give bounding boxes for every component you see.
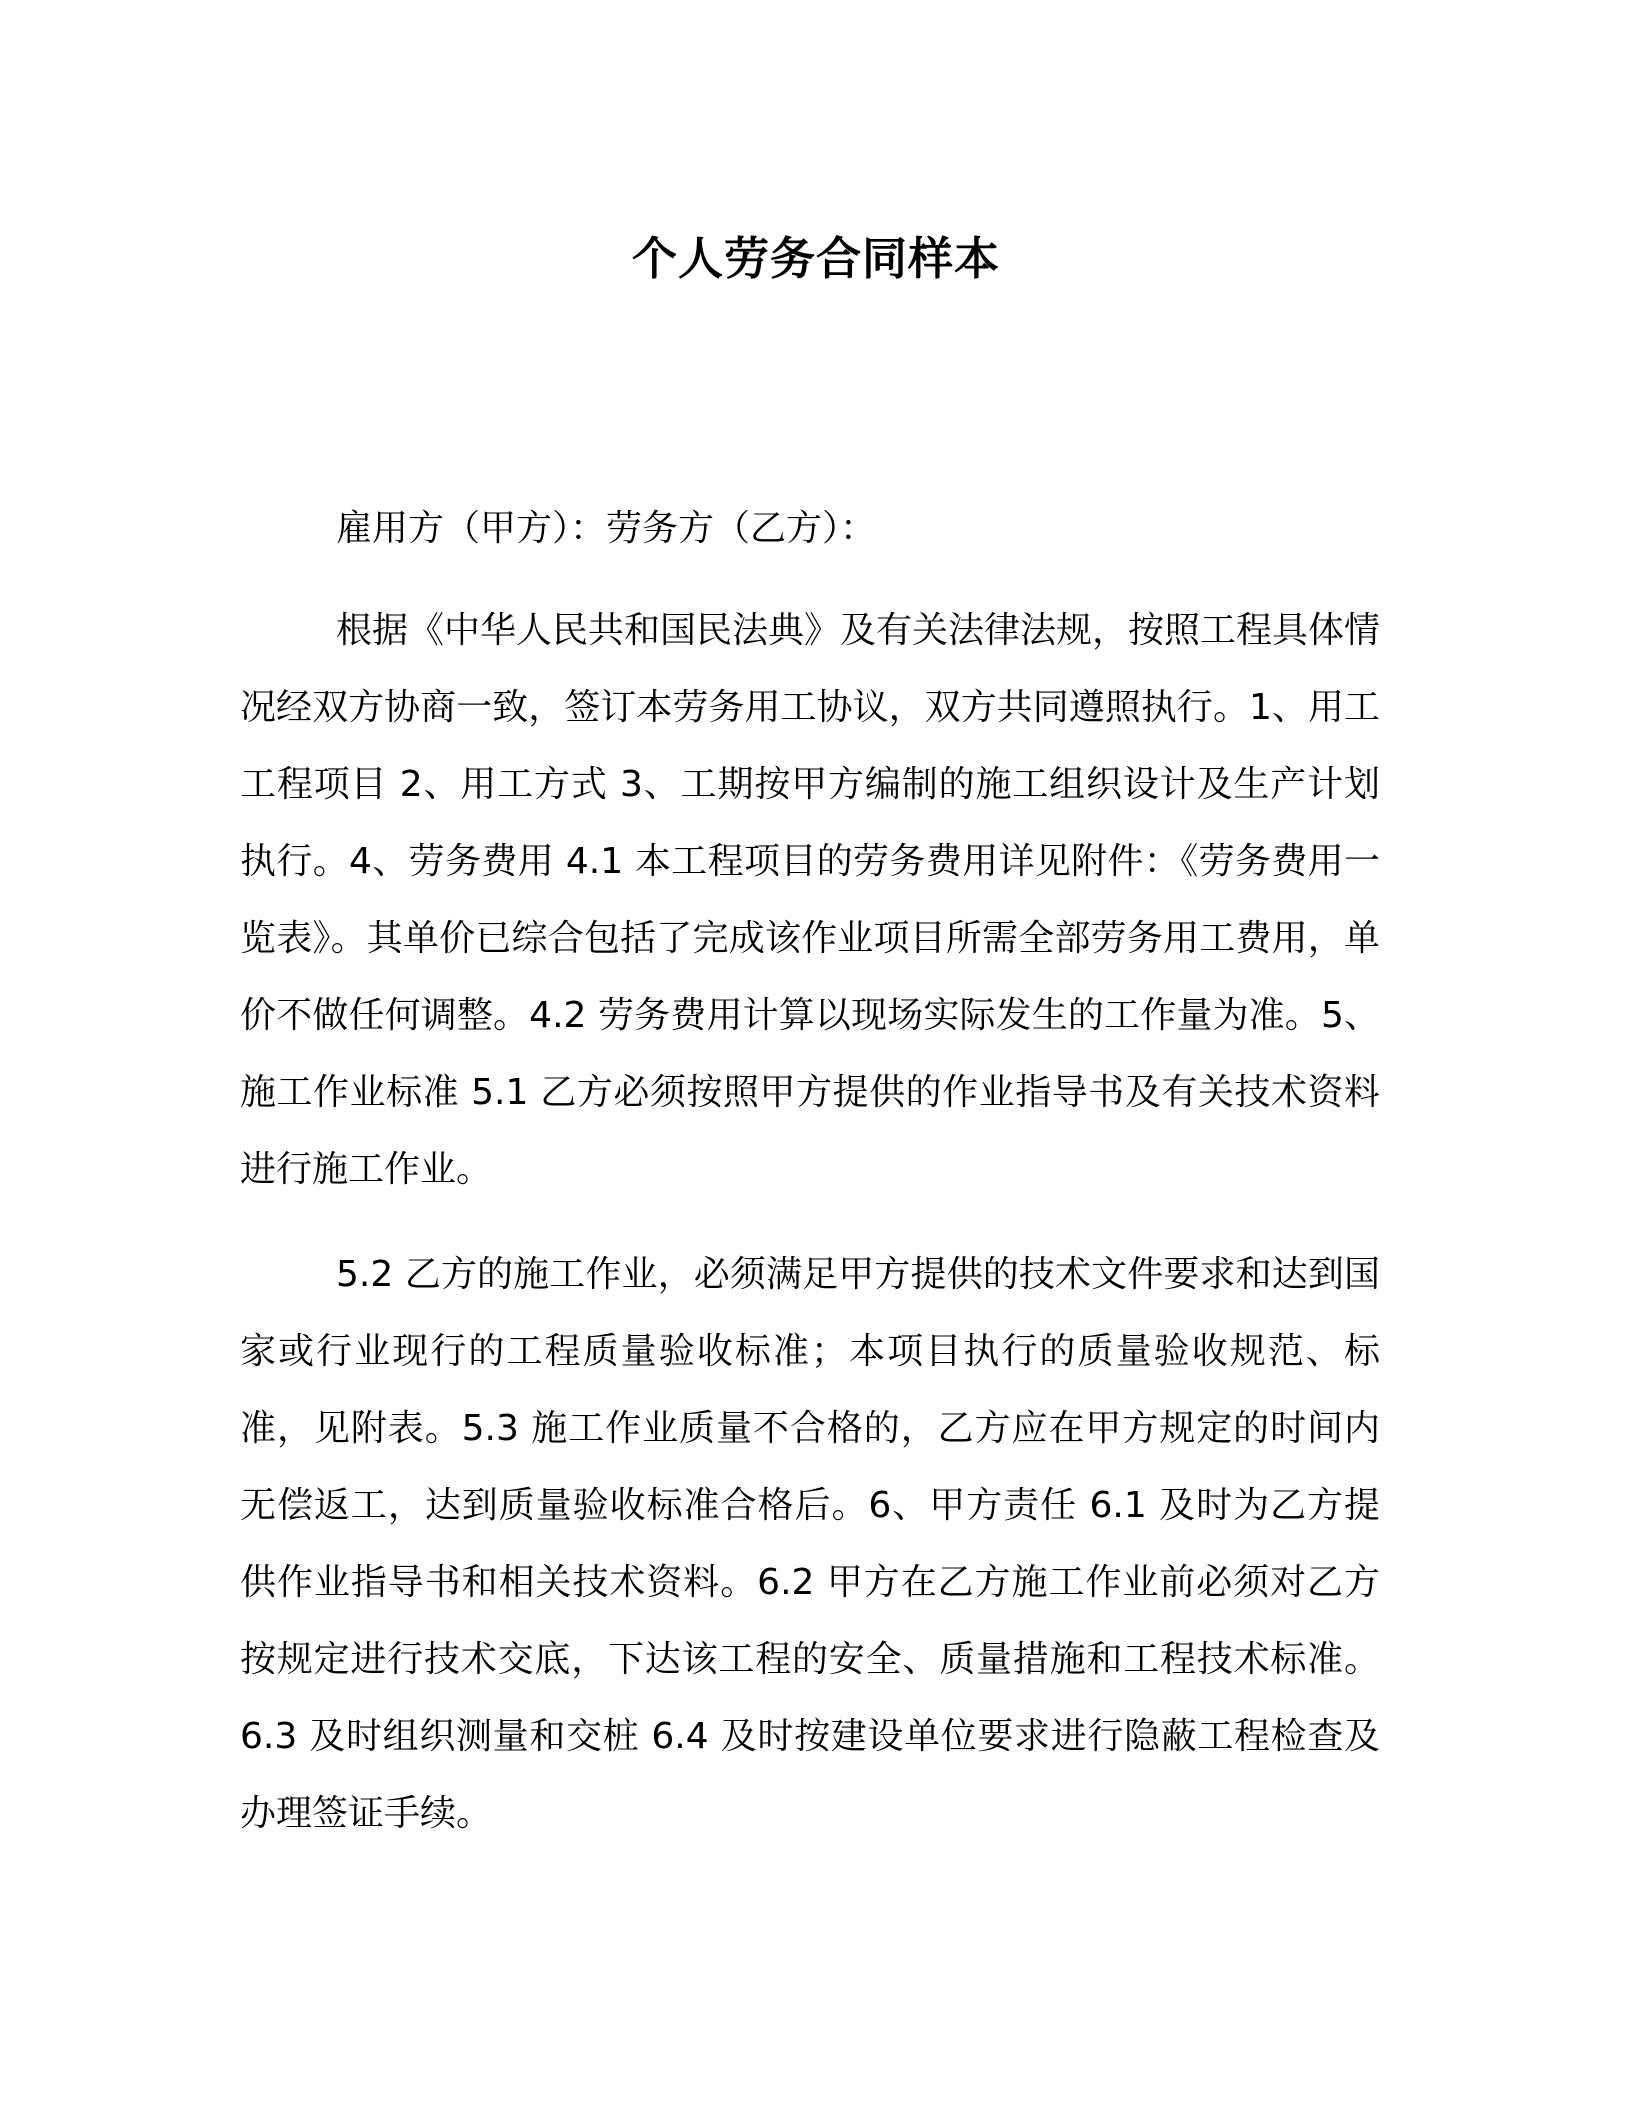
paragraph-1: 根据《中华人民共和国民法典》及有关法律法规，按照工程具体情况经双方协商一致，签订本劳务用工协议，双方共同遵照执行。1、用工工程项目 2、用工方式 3、工期按甲方编制的施工组织设计及生产计划执行。4、劳务费用 4.1 本工程项目的劳务费用详见附件：《劳务费用一览表》。其单价已综合包括了完成该作业项目所需全部劳务用工费用，单价不做任何调整。4.2 劳务费用计算以现场实际发生的工作量为准。5、施工作业标准 5.1 乙方必须按照甲方提供的作业指导书及有关技术资料进行施工作业。 — [240, 610, 1381, 1190]
document-title: 个人劳务合同样本 — [631, 232, 1000, 285]
paragraph-2: 5.2 乙方的施工作业，必须满足甲方提供的技术文件要求和达到国家或行业现行的工程质量验收标准；本项目执行的质量验收规范、标准，见附表。5.3 施工作业质量不合格的，乙方应在甲方规定的时间内无偿返工，达到质量验收标准合格后。6、甲方责任 6.1 及时为乙方提供作业指导书和相关技术资料。6.2 甲方在乙方施工作业前必须对乙方按规定进行技术交底，下达该工程的安全、质量措施和工程技术标准。6.3 及时组织测量和交桩 6.4 及时按建设单位要求进行隐蔽工程检查及办理签证手续。 — [240, 1254, 1380, 1834]
parties-line: 雇用方（甲方）：劳务方（乙方）： — [336, 508, 877, 549]
document-body — [240, 490, 1380, 1852]
